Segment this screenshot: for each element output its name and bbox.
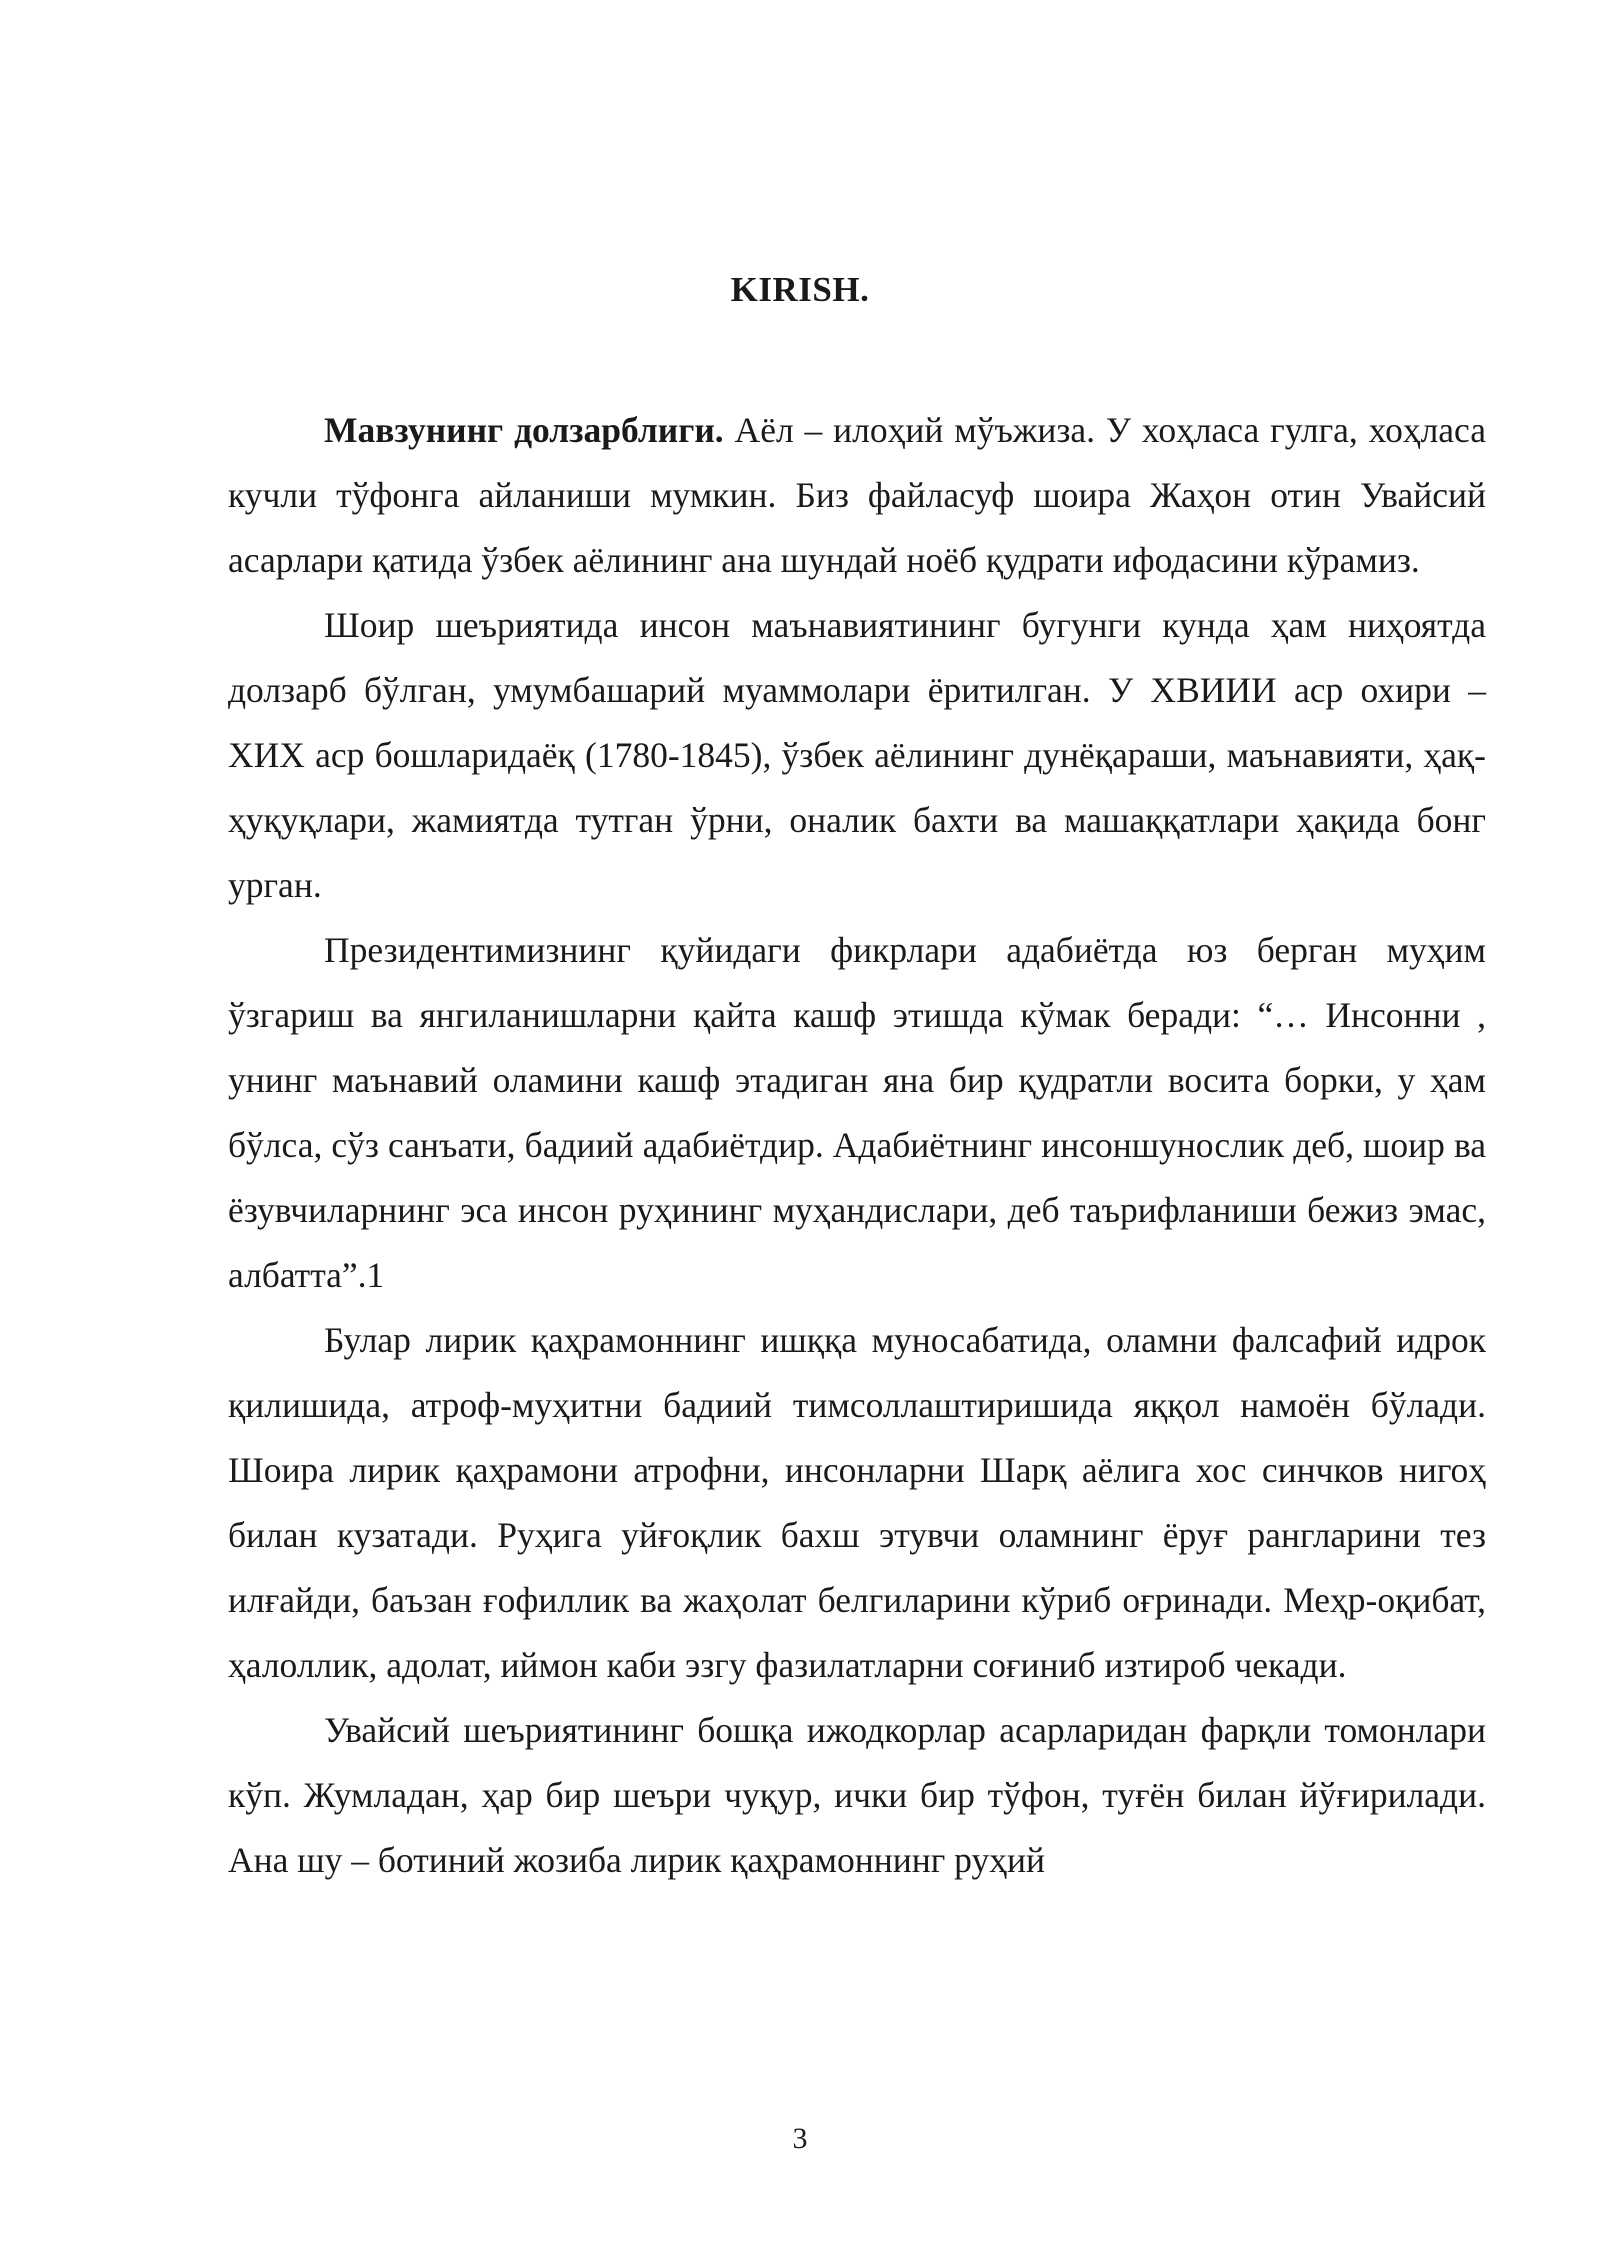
paragraph-lead: Мавзунинг долзарблиги.	[324, 410, 724, 450]
paragraph-1	[228, 398, 1486, 593]
paragraph-4: Булар лирик қаҳрамоннинг ишққа муносабатида, оламни фалсафий идрок қилишида, атроф-муҳитни бадиий тимсоллаштиришида яққол намоён бўлади. Шоира лирик қаҳрамони атрофни, инсонларни Шарқ аёлига хос синчков нигоҳ билан кузатади. Руҳига уйғоқлик бахш этувчи оламнинг ёруғ рангларини тез илғайди, баъзан ғофиллик ва жаҳолат белгиларини кўриб оғринади. Меҳр-оқибат, ҳалоллик, адолат, иймон каби эзгу фазилатларни соғиниб изтироб чекади.	[228, 1320, 1486, 1685]
body-text	[228, 398, 1486, 1893]
paragraph-2: Шоир шеъриятида инсон маънавиятининг бугунги кунда ҳам ниҳоятда долзарб бўлган, умумбашарий муаммолари ёритилган. У ХВИИИ аср охири – ХИХ аср бошларидаёқ (1780-1845), ўзбек аёлининг дунёқараши, маънавияти, ҳақ-ҳуқуқлари, жамиятда тутган ўрни, оналик бахти ва машаққатлари ҳақида бонг урган.	[228, 605, 1486, 905]
page-number: 3	[792, 2122, 808, 2155]
paragraph-3: Президентимизнинг қуйидаги фикрлари адабиётда юз берган муҳим ўзгариш ва янгиланишларни қайта кашф этишда кўмак беради: “… Инсонни , унинг маънавий оламини кашф этадиган яна бир қудратли восита борки, у ҳам бўлса, сўз санъати, бадиий адабиётдир. Адабиётнинг инсоншунослик деб, шоир ва ёзувчиларнинг эса инсон руҳининг муҳандислари, деб таърифланиши бежиз эмас, албатта”.1	[228, 930, 1486, 1295]
paragraph-5: Увайсий шеъриятининг бошқа ижодкорлар асарларидан фарқли томонлари кўп. Жумладан, ҳар бир шеъри чуқур, ички бир тўфон, туғён билан йўғирилади. Ана шу – ботиний жозиба лирик қаҳрамоннинг руҳий	[228, 1710, 1486, 1880]
paragraph-text: Аёл – илоҳий мўъжиза. У хоҳласа гулга, хоҳласа кучли тўфонга айланиши мумкин. Биз файласуф шоира Жаҳон отин Увайсий асарлари қатида ўзбек аёлининг ана шундай ноёб қудрати ифодасини кўрамиз.	[228, 410, 1486, 580]
page-title: KIRISH.	[730, 270, 870, 309]
